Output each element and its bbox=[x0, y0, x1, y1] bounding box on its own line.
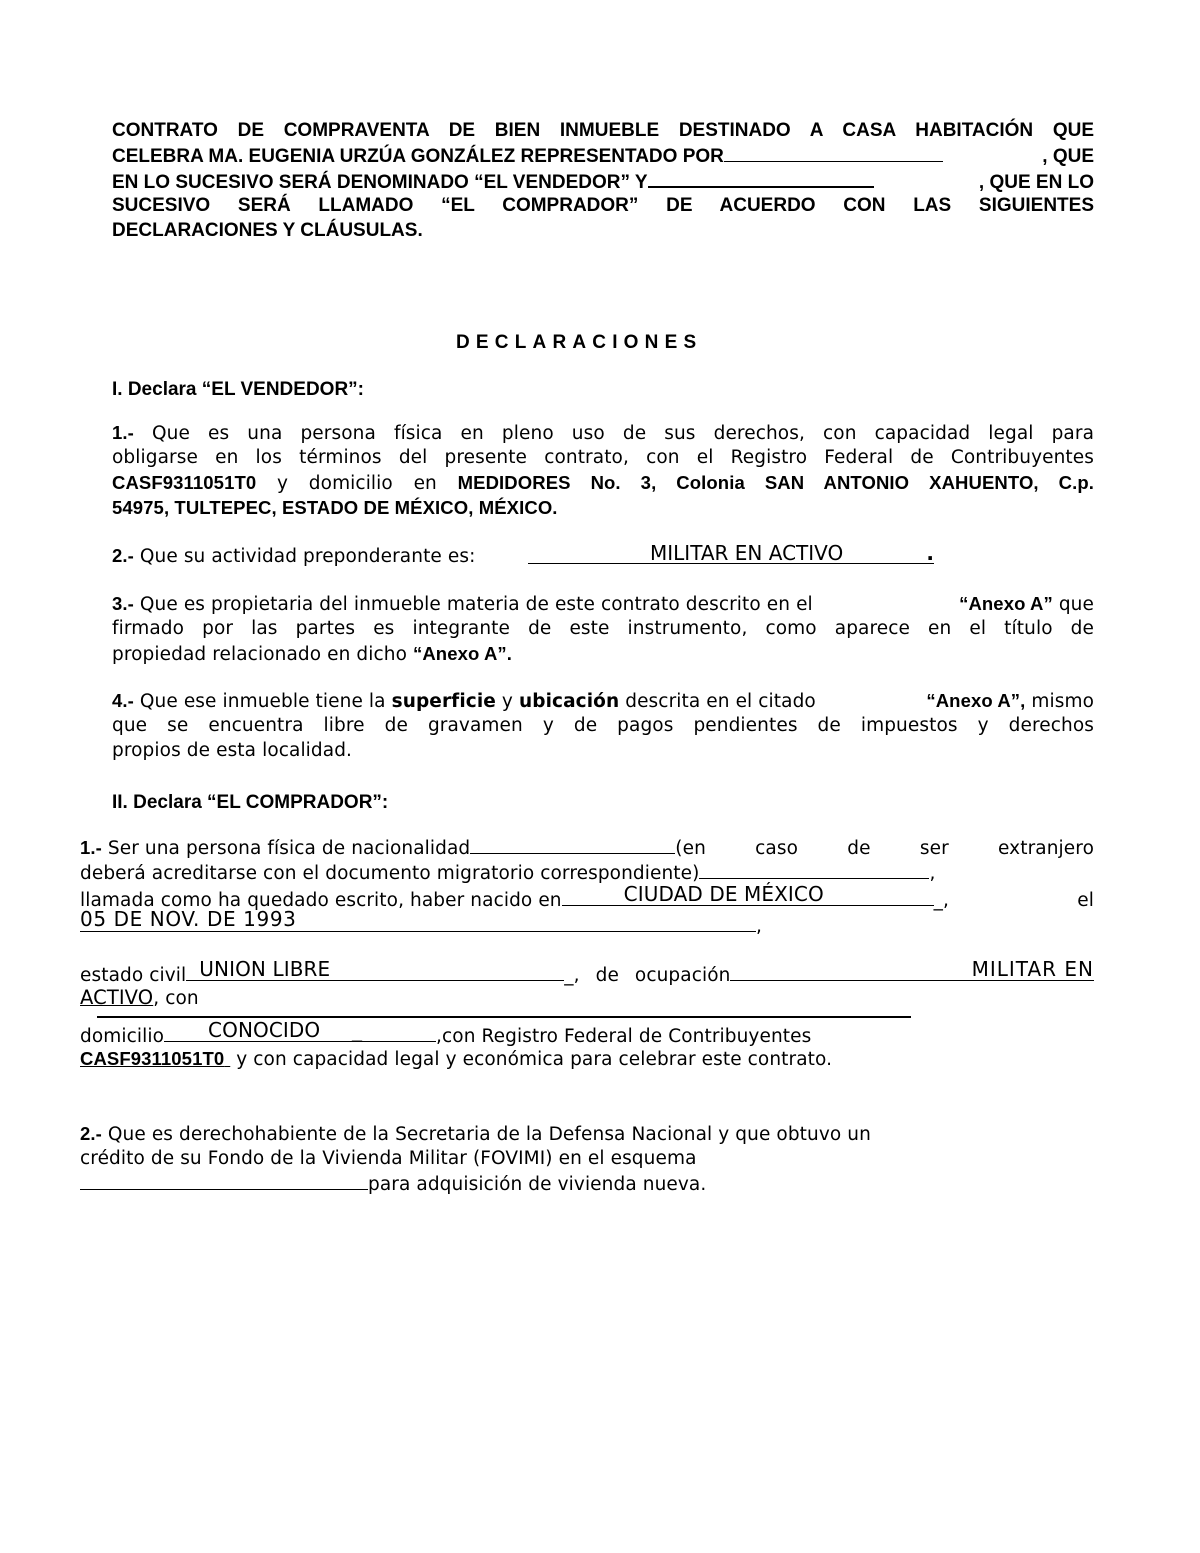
comprador-item2-line3: para adquisición de vivienda nueva. bbox=[80, 1171, 706, 1197]
vendedor-item2: 2.- Que su actividad preponderante es: bbox=[112, 545, 476, 567]
vendedor-item1-line4: 54975, TULTEPEC, ESTADO DE MÉXICO, MÉXICO. bbox=[112, 497, 558, 518]
nacionalidad-blank[interactable] bbox=[470, 835, 675, 854]
documento-migratorio-blank[interactable] bbox=[699, 860, 929, 879]
actividad-field[interactable]: MILITAR EN ACTIVO . bbox=[528, 541, 934, 564]
representante-blank[interactable] bbox=[724, 143, 943, 162]
ocupacion-field[interactable]: MILITAR EN bbox=[730, 960, 1094, 981]
domicilio-field[interactable]: CONOCIDO _ bbox=[164, 1021, 436, 1042]
vendedor-heading: I. Declara “EL VENDEDOR”: bbox=[112, 379, 365, 400]
title-line-3: EN LO SUCESIVO SERÁ DENOMINADO “EL VENDEDOR” Y , QUE EN LO bbox=[112, 168, 1094, 195]
comprador-item2-line1: 2.- Que es derechohabiente de la Secretaria de la Defensa Nacional y que obtuvo un bbox=[80, 1123, 871, 1145]
fecha-nacimiento-field[interactable]: 05 DE NOV. DE 1993 bbox=[80, 910, 756, 932]
comprador-item1-line1: 1.- Ser una persona física de nacionalidad (en caso de ser extranjero bbox=[80, 837, 1094, 859]
vendedor-item4-line3: propios de esta localidad. bbox=[112, 740, 353, 761]
vendedor-item4-line2: que se encuentra libre de gravamen y de pagos pendientes de impuestos y derechos bbox=[112, 715, 1094, 736]
declaraciones-heading: DECLARACIONES bbox=[456, 332, 703, 353]
comprador-item1-line4: 05 DE NOV. DE 1993 , bbox=[80, 907, 762, 937]
title-line-4: SUCESIVO SERÁ LLAMADO “EL COMPRADOR” DE ACUERDO CON LAS SIGUIENTES bbox=[112, 195, 1094, 216]
comprador-item2-line2: crédito de su Fondo de la Vivienda Militar (FOVIMI) en el esquema bbox=[80, 1148, 697, 1169]
vendedor-item4-line1: 4.- Que ese inmueble tiene la superficie y ubicación descrita en el citado “Anexo A”, mismo bbox=[112, 690, 1094, 712]
comprador-item1-line8: CASF9311051T0 y con capacidad legal y económica para celebrar este contrato. bbox=[80, 1048, 833, 1070]
vendedor-item3-line2: firmado por las partes es integrante de este instrumento, como aparece en el título de bbox=[112, 618, 1094, 639]
vendedor-item1-line1: 1.- Que es una persona física en pleno uso de sus derechos, con capacidad legal para bbox=[112, 422, 1095, 444]
estado-civil-field[interactable]: UNION LIBRE bbox=[186, 960, 564, 981]
vendedor-item1-line2: obligarse en los términos del presente contrato, con el Registro Federal de Contribuyentes bbox=[112, 447, 1094, 468]
vendedor-item1-line3: CASF9311051T0 y domicilio en MEDIDORES No. 3, Colonia SAN ANTONIO XAHUENTO, C.p. bbox=[112, 472, 1095, 494]
vendedor-item3-line3: propiedad relacionado en dicho “Anexo A”. bbox=[112, 643, 512, 665]
comprador-item1-line7: domicilio CONOCIDO _ ,con Registro Federal de Contribuyentes bbox=[80, 1018, 812, 1047]
vendedor-item3-line1: 3.- Que es propietaria del inmueble materia de este contrato descrito en el “Anexo A” que bbox=[112, 593, 1094, 615]
title-line-1: CONTRATO DE COMPRAVENTA DE BIEN INMUEBLE DESTINADO A CASA HABITACIÓN QUE bbox=[112, 120, 1094, 141]
comprador-item1-line6: ACTIVO, con bbox=[80, 986, 199, 1009]
comprador-item1-line3: llamada como ha quedado escrito, haber nacido en CIUDAD DE MÉXICO _, el bbox=[80, 882, 1094, 911]
comprador-blank[interactable] bbox=[648, 168, 874, 188]
title-line-5: DECLARACIONES Y CLÁUSULAS. bbox=[112, 220, 423, 241]
comprador-item1-line5: estado civil UNION LIBRE _, de ocupación MILITAR EN bbox=[80, 957, 1094, 986]
comprador-heading: II. Declara “EL COMPRADOR”: bbox=[112, 792, 389, 813]
title-line-2: CELEBRA MA. EUGENIA URZÚA GONZÁLEZ REPRESENTADO POR , QUE bbox=[112, 143, 1094, 169]
comprador-item1-line2: deberá acreditarse con el documento migratorio correspondiente) , bbox=[80, 860, 1094, 886]
lugar-nacimiento-field[interactable]: CIUDAD DE MÉXICO bbox=[562, 885, 934, 906]
esquema-blank[interactable] bbox=[80, 1171, 368, 1190]
